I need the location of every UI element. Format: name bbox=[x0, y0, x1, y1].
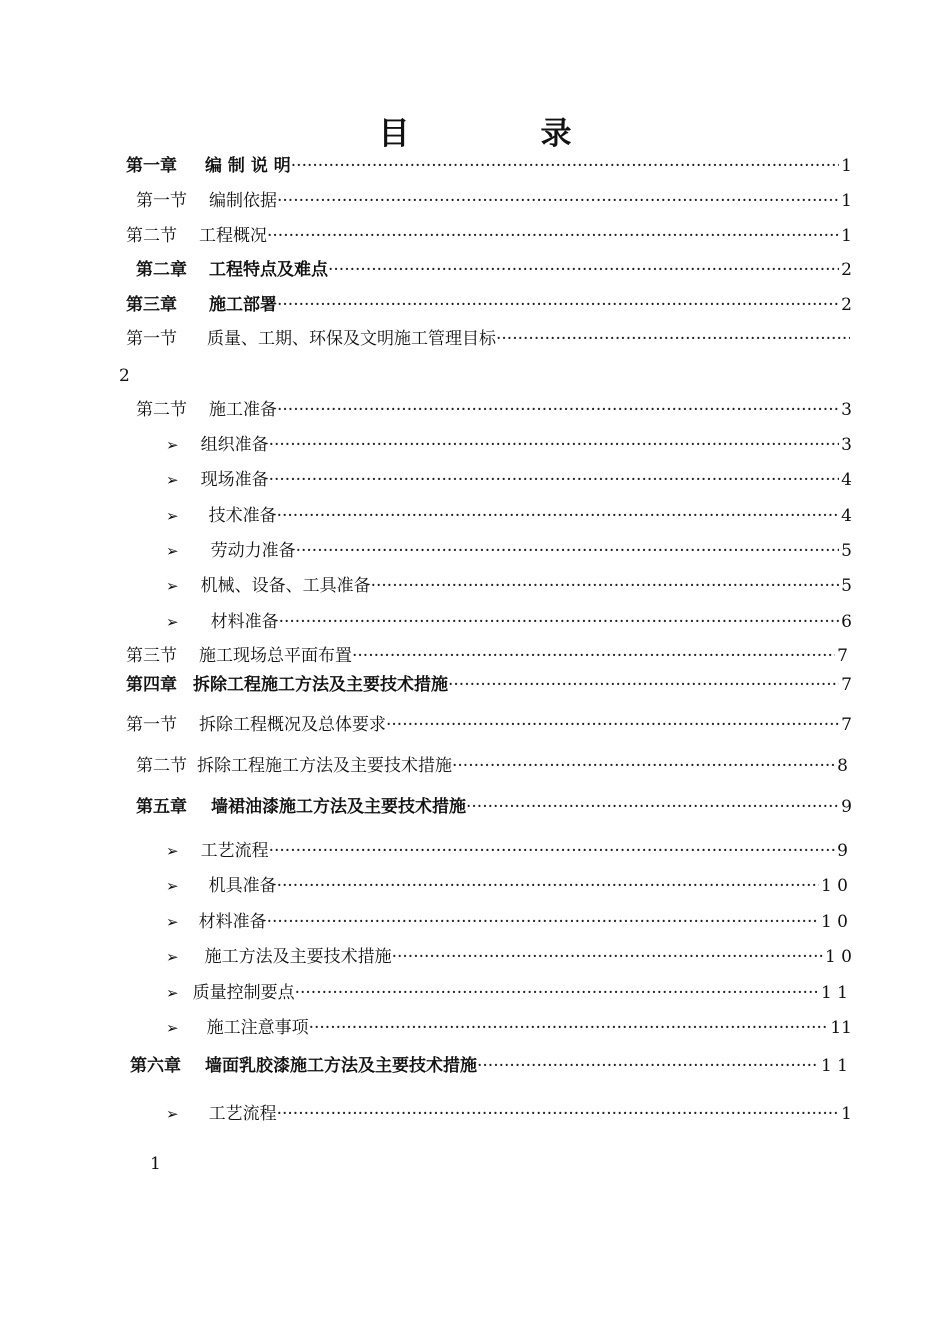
toc-page-number: 3 bbox=[841, 435, 852, 455]
toc-page-number: 2 bbox=[841, 260, 852, 280]
toc-title: 工程概况 bbox=[199, 226, 267, 246]
dot-leader bbox=[269, 434, 840, 456]
dot-leader bbox=[352, 645, 835, 667]
bullet-arrow-icon: ➢ bbox=[166, 1105, 179, 1123]
dot-leader bbox=[371, 575, 840, 597]
toc-title: 工程特点及难点 bbox=[209, 260, 328, 280]
toc-number: 第三节 bbox=[126, 646, 177, 666]
dot-leader bbox=[477, 1055, 819, 1077]
footer-page-number: 1 bbox=[150, 1154, 161, 1174]
toc-title: 工艺流程 bbox=[208, 1104, 277, 1124]
dot-leader bbox=[295, 982, 819, 1004]
dot-leader bbox=[279, 611, 840, 633]
toc-bullet-row[interactable] bbox=[166, 540, 852, 562]
document-title: 目 录 bbox=[378, 116, 622, 152]
toc-title: 编制依据 bbox=[209, 191, 277, 211]
toc-bullet-row[interactable] bbox=[166, 1017, 852, 1039]
toc-section-row[interactable] bbox=[126, 645, 848, 667]
dot-leader bbox=[466, 796, 839, 818]
toc-number: 第二章 bbox=[136, 260, 187, 280]
toc-page-number: 1 1 bbox=[820, 1056, 848, 1076]
toc-title: 工艺流程 bbox=[200, 841, 269, 861]
dot-leader bbox=[448, 674, 839, 696]
dot-leader bbox=[267, 225, 839, 247]
toc-number: 第三章 bbox=[126, 295, 177, 315]
dot-leader bbox=[291, 155, 839, 177]
bullet-arrow-icon: ➢ bbox=[166, 1019, 179, 1037]
toc-page-number: 4 bbox=[841, 470, 852, 490]
toc-bullet-row[interactable] bbox=[166, 1103, 852, 1125]
toc-section-row[interactable] bbox=[126, 714, 852, 736]
toc-chapter-row[interactable] bbox=[130, 1055, 848, 1077]
toc-title: 施工方法及主要技术措施 bbox=[204, 947, 392, 967]
toc-chapter-row[interactable] bbox=[126, 155, 852, 177]
toc-title: 材料准备 bbox=[210, 612, 279, 632]
toc-title: 机械、设备、工具准备 bbox=[200, 576, 371, 596]
toc-bullet-row[interactable] bbox=[166, 575, 852, 597]
dot-leader bbox=[328, 259, 839, 281]
toc-bullet-row[interactable] bbox=[166, 982, 848, 1004]
toc-section-row[interactable] bbox=[126, 328, 852, 350]
dot-leader bbox=[386, 714, 839, 736]
dot-leader bbox=[452, 755, 835, 777]
dot-leader bbox=[277, 1103, 840, 1125]
dot-leader bbox=[277, 399, 839, 421]
toc-page-number: 1 bbox=[841, 226, 852, 246]
toc-title: 现场准备 bbox=[200, 470, 269, 490]
toc-number: 第二节 bbox=[126, 226, 177, 246]
toc-title: 质量控制要点 bbox=[192, 983, 295, 1003]
toc-title: 墙面乳胶漆施工方法及主要技术措施 bbox=[205, 1056, 477, 1076]
bullet-arrow-icon: ➢ bbox=[166, 471, 179, 489]
dot-leader bbox=[296, 540, 840, 562]
toc-bullet-row[interactable] bbox=[166, 611, 852, 633]
dot-leader bbox=[277, 190, 839, 212]
dot-leader bbox=[392, 946, 823, 968]
toc-chapter-row[interactable] bbox=[136, 259, 852, 281]
toc-section-row[interactable] bbox=[136, 190, 852, 212]
toc-number: 第四章 bbox=[126, 675, 177, 695]
toc-title: 施工部署 bbox=[209, 295, 277, 315]
toc-number: 第一章 bbox=[126, 156, 177, 176]
toc-title: 质量、工期、环保及文明施工管理目标 bbox=[207, 329, 496, 349]
toc-page-number: 6 bbox=[841, 612, 852, 632]
toc-title: 施工现场总平面布置 bbox=[199, 646, 352, 666]
toc-page-number: 7 bbox=[837, 646, 848, 666]
dot-leader bbox=[277, 875, 819, 897]
dot-leader bbox=[309, 1017, 829, 1039]
toc-title: 组织准备 bbox=[200, 435, 269, 455]
toc-page-number: 11 bbox=[830, 1018, 852, 1038]
toc-bullet-row[interactable] bbox=[166, 505, 852, 527]
toc-bullet-row[interactable] bbox=[166, 911, 848, 933]
toc-title: 拆除工程概况及总体要求 bbox=[199, 715, 386, 735]
bullet-arrow-icon: ➢ bbox=[166, 948, 179, 966]
dot-leader bbox=[267, 911, 819, 933]
toc-page-number: 7 bbox=[841, 715, 852, 735]
wrapped-page-number: 2 bbox=[119, 366, 130, 386]
toc-page-number: 8 bbox=[837, 756, 848, 776]
toc-page-number: 1 bbox=[841, 191, 852, 211]
toc-number: 第二节 bbox=[136, 756, 187, 776]
bullet-arrow-icon: ➢ bbox=[166, 984, 179, 1002]
bullet-arrow-icon: ➢ bbox=[166, 542, 179, 560]
toc-page-number: 7 bbox=[841, 675, 852, 695]
toc-number: 第一节 bbox=[126, 715, 177, 735]
bullet-arrow-icon: ➢ bbox=[166, 507, 179, 525]
toc-number: 第一节 bbox=[126, 329, 177, 349]
toc-page-number: 1 0 bbox=[820, 876, 848, 896]
toc-bullet-row[interactable] bbox=[166, 434, 852, 456]
toc-page-number: 4 bbox=[841, 506, 852, 526]
toc-title: 技术准备 bbox=[208, 506, 277, 526]
toc-section-row[interactable] bbox=[126, 225, 852, 247]
bullet-arrow-icon: ➢ bbox=[166, 842, 179, 860]
toc-page-number: 9 bbox=[837, 841, 848, 861]
toc-number: 第一节 bbox=[136, 191, 187, 211]
toc-page-number: 1 bbox=[841, 156, 852, 176]
toc-page-number: 5 bbox=[841, 541, 852, 561]
toc-page-number: 1 1 bbox=[820, 983, 848, 1003]
toc-page-number: 2 bbox=[841, 295, 852, 315]
toc-section-row[interactable] bbox=[136, 755, 848, 777]
bullet-arrow-icon: ➢ bbox=[166, 877, 179, 895]
dot-leader bbox=[496, 328, 850, 350]
toc-page-number: 1 bbox=[841, 1104, 852, 1124]
dot-leader bbox=[269, 840, 836, 862]
toc-bullet-row[interactable] bbox=[166, 840, 848, 862]
toc-chapter-row[interactable] bbox=[126, 294, 852, 316]
bullet-arrow-icon: ➢ bbox=[166, 436, 179, 454]
toc-page-number: 1 0 bbox=[820, 912, 848, 932]
toc-title: 拆除工程施工方法及主要技术措施 bbox=[193, 675, 448, 695]
bullet-arrow-icon: ➢ bbox=[166, 577, 179, 595]
toc-title: 施工准备 bbox=[209, 400, 277, 420]
bullet-arrow-icon: ➢ bbox=[166, 913, 179, 931]
toc-page-number: 5 bbox=[841, 576, 852, 596]
toc-number: 第六章 bbox=[130, 1056, 181, 1076]
toc-bullet-row[interactable] bbox=[166, 469, 852, 491]
toc-title: 机具准备 bbox=[208, 876, 277, 896]
toc-title: 施工注意事项 bbox=[206, 1018, 309, 1038]
toc-page-number: 9 bbox=[841, 797, 852, 817]
toc-title: 编 制 说 明 bbox=[205, 156, 291, 176]
dot-leader bbox=[277, 294, 839, 316]
dot-leader bbox=[277, 505, 840, 527]
toc-title: 拆除工程施工方法及主要技术措施 bbox=[197, 756, 452, 776]
toc-page-number: 3 bbox=[841, 400, 852, 420]
toc-number: 第五章 bbox=[136, 797, 187, 817]
toc-section-row[interactable] bbox=[136, 399, 852, 421]
toc-title: 材料准备 bbox=[198, 912, 267, 932]
toc-title: 劳动力准备 bbox=[210, 541, 296, 561]
toc-number: 第二节 bbox=[136, 400, 187, 420]
toc-chapter-row[interactable] bbox=[136, 796, 852, 818]
toc-page-number: 1 0 bbox=[824, 947, 852, 967]
dot-leader bbox=[269, 469, 840, 491]
toc-bullet-row[interactable] bbox=[166, 875, 848, 897]
bullet-arrow-icon: ➢ bbox=[166, 613, 179, 631]
toc-title: 墙裙油漆施工方法及主要技术措施 bbox=[211, 797, 466, 817]
toc-chapter-row[interactable] bbox=[126, 674, 852, 696]
toc-bullet-row[interactable] bbox=[166, 946, 852, 968]
